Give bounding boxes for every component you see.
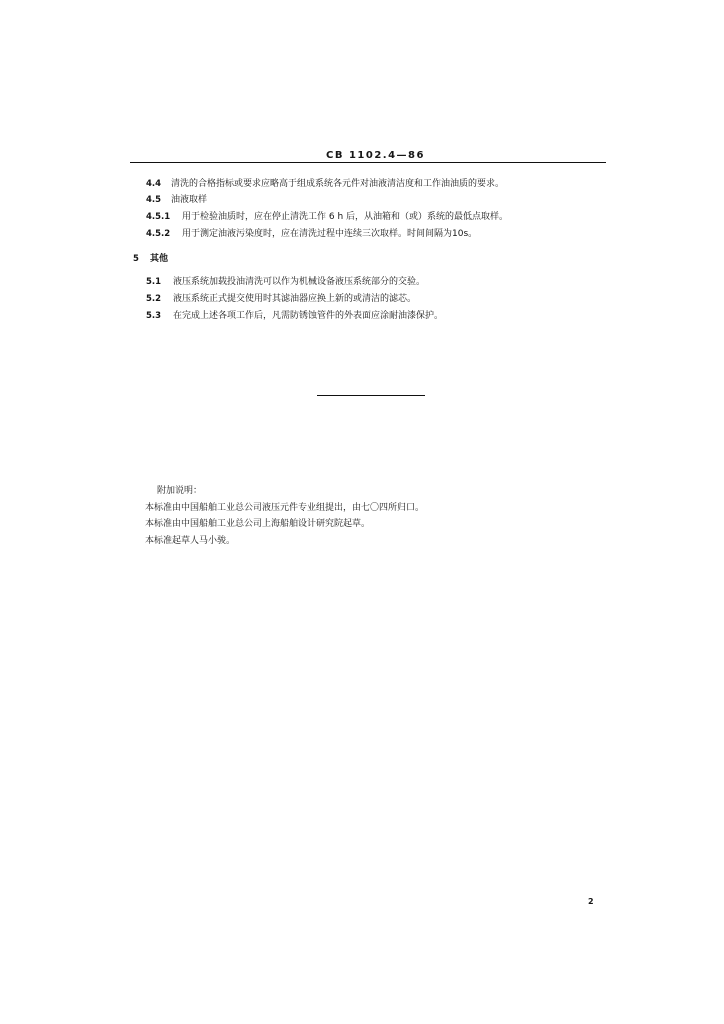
clause-4-4 [146, 178, 504, 190]
clause-5-1 [146, 276, 425, 288]
header-rule [130, 162, 606, 163]
clause-number: 5.1 [146, 277, 162, 287]
section-number: 5 [133, 254, 139, 264]
clause-text: 油液取样 [171, 195, 208, 205]
clause-text: 用于检验油质时，应在停止清洗工作 6 h 后，从油箱和（或）系统的最低点取样。 [182, 212, 509, 222]
clause-number: 5.3 [146, 311, 162, 321]
end-of-text-rule [317, 395, 425, 396]
clause-number: 4.5.1 [146, 212, 171, 222]
appendix-line-2: 本标准由中国船舶工业总公司上海船舶设计研究院起草。 [145, 519, 371, 529]
clause-text: 用于测定油液污染度时，应在清洗过程中连续三次取样。时间间隔为10s。 [182, 229, 478, 239]
clause-number: 4.5.2 [146, 229, 171, 239]
page-number: 2 [588, 897, 594, 906]
clause-text: 液压系统加载投油清洗可以作为机械设备液压系统部分的交验。 [173, 277, 426, 287]
standard-code: CB 1102.4—86 [326, 150, 425, 161]
clause-4-5-2 [146, 228, 477, 240]
appendix-title: 附加说明： [157, 486, 203, 496]
clause-4-5-1 [146, 211, 508, 223]
clause-number: 4.5 [146, 195, 162, 205]
clause-number: 5.2 [146, 294, 162, 304]
section-5-heading [133, 253, 168, 265]
appendix-line-3: 本标准起草人马小骏。 [145, 536, 236, 546]
clause-number: 4.4 [146, 179, 162, 189]
clause-text: 清洗的合格指标或要求应略高于组成系统各元件对油液清洁度和工作油油质的要求。 [171, 179, 505, 189]
clause-5-2 [146, 293, 416, 305]
clause-4-5 [146, 194, 207, 206]
section-title: 其他 [150, 254, 169, 264]
clause-text: 液压系统正式提交使用时其滤油器应换上新的或清洁的滤芯。 [173, 294, 417, 304]
clause-text: 在完成上述各项工作后，凡需防锈蚀管件的外表面应涂耐油漆保护。 [173, 311, 444, 321]
appendix-line-1: 本标准由中国船舶工业总公司液压元件专业组提出，由七〇四所归口。 [145, 503, 425, 513]
clause-5-3 [146, 310, 443, 322]
